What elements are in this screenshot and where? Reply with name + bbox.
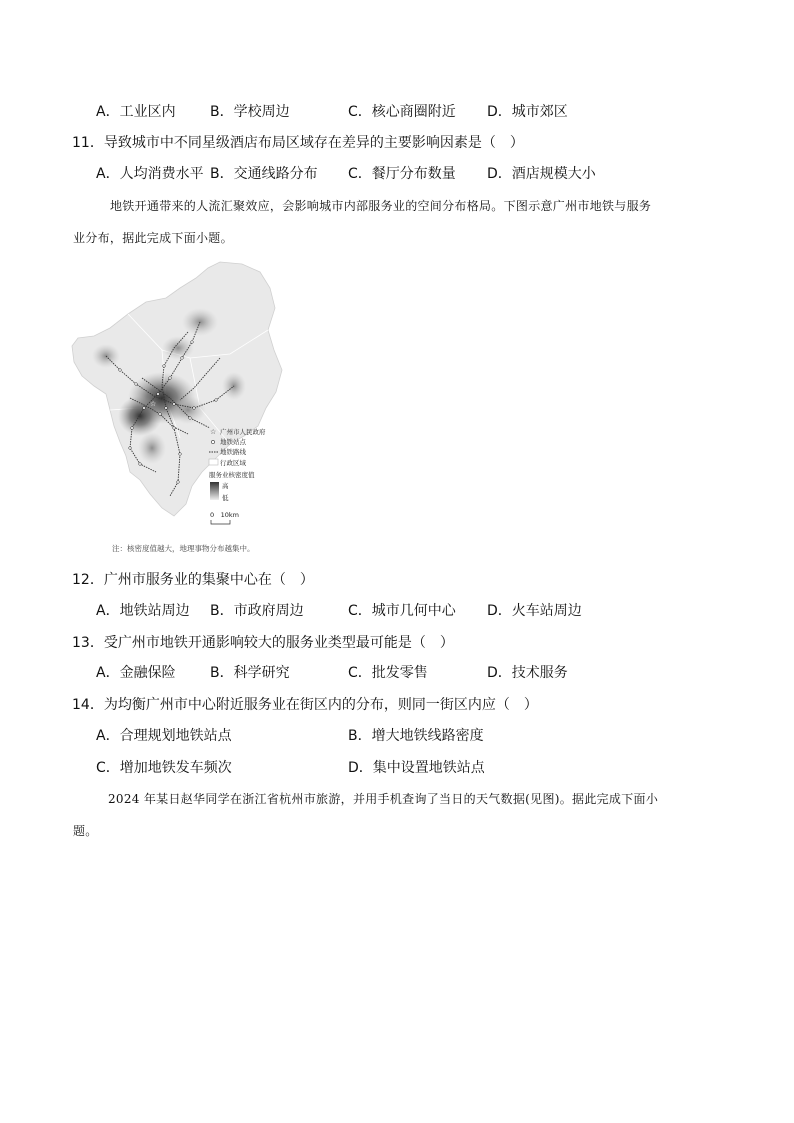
intro1-line2: 业分布，据此完成下面小题。: [73, 231, 233, 245]
q12-option-c: C．城市几何中心: [348, 603, 456, 619]
q12-option-a: A．地铁站周边: [96, 603, 190, 619]
gov-star-icon: ☆: [150, 400, 157, 408]
legend-star-icon: ☆: [210, 428, 217, 436]
map-note: 注：核密度值越大，地理事物分布越集中。: [112, 544, 255, 553]
legend-admin-icon: [209, 459, 218, 465]
scale-bar: [211, 520, 230, 524]
q11-option-b: B．交通线路分布: [210, 166, 318, 182]
q12-option-b: B．市政府周边: [210, 603, 304, 619]
legend-scale-label: 0 10km: [210, 511, 240, 519]
legend-low: 低: [222, 494, 229, 502]
legend-gov: 广州市人民政府: [220, 428, 266, 436]
q11-stem: 11．导致城市中不同星级酒店布局区域存在差异的主要影响因素是（ ）: [72, 135, 524, 151]
intro1-line1: 地铁开通带来的人流汇聚效应，会影响城市内部服务业的空间分布格局。下图示意广州市地铁与服务: [110, 199, 652, 213]
legend-density-ramp: [210, 482, 219, 500]
q13-option-c: C．批发零售: [348, 665, 428, 681]
map-svg: [70, 258, 290, 540]
q13-option-d: D．技术服务: [487, 665, 568, 681]
q10-option-a: A．工业区内: [96, 104, 176, 120]
q11-option-a: A．人均消费水平: [96, 166, 204, 182]
q12-option-d: D．火车站周边: [487, 603, 582, 619]
legend-admin: 行政区域: [220, 459, 246, 467]
q14-stem: 14．为均衡广州市中心附近服务业在街区内的分布，则同一街区内应（ ）: [72, 697, 538, 713]
guangzhou-metro-service-map: [70, 258, 290, 540]
q10-option-b: B．学校周边: [210, 104, 290, 120]
q14-option-b: B．增大地铁线路密度: [348, 728, 484, 744]
legend-station: 地铁站点: [220, 438, 246, 446]
q10-option-c: C．核心商圈附近: [348, 104, 456, 120]
legend-high: 高: [222, 482, 229, 490]
q11-option-c: C．餐厅分布数量: [348, 166, 456, 182]
q11-option-d: D．酒店规模大小: [487, 166, 596, 182]
q14-option-a: A．合理规划地铁站点: [96, 728, 232, 744]
q10-option-d: D．城市郊区: [487, 104, 568, 120]
q12-stem: 12．广州市服务业的集聚中心在（ ）: [72, 572, 314, 588]
intro2-line1: 2024 年某日赵华同学在浙江省杭州市旅游，并用手机查询了当日的天气数据(见图)。据此完成下面小: [108, 792, 659, 806]
q13-stem: 13．受广州市地铁开通影响较大的服务业类型最可能是（ ）: [72, 635, 454, 651]
q14-option-d: D．集中设置地铁站点: [348, 760, 485, 776]
legend-density-title: 服务业核密度值: [209, 471, 255, 479]
legend-route: 地铁路线: [220, 448, 246, 456]
legend-station-icon: [211, 440, 214, 443]
q14-option-c: C．增加地铁发车频次: [96, 760, 232, 776]
q13-option-a: A．金融保险: [96, 665, 176, 681]
intro2-line2: 题。: [73, 824, 98, 838]
q13-option-b: B．科学研究: [210, 665, 290, 681]
